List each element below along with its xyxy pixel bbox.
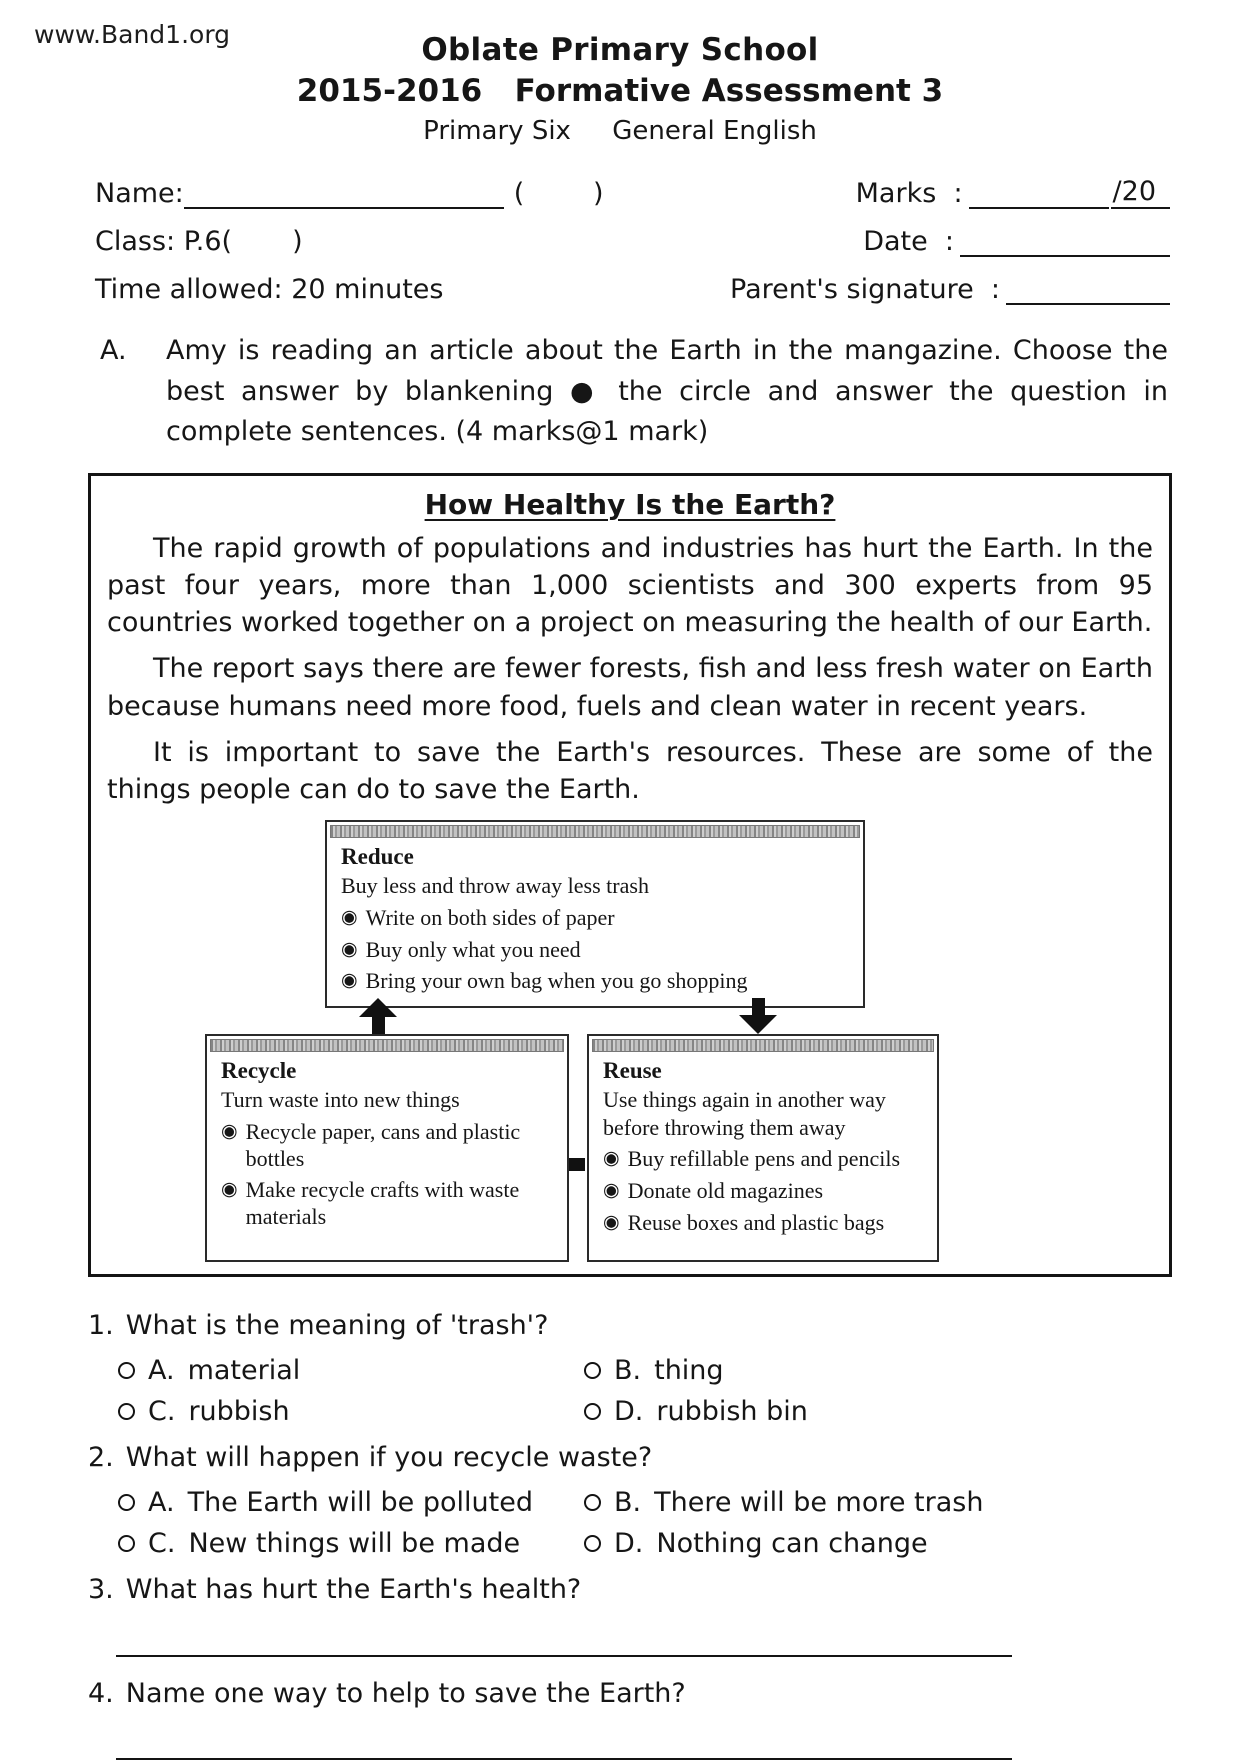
answer-radio-icon[interactable] <box>584 1494 601 1511</box>
option-d[interactable] <box>584 1528 1162 1559</box>
list-item <box>207 1114 567 1173</box>
option-label: B. <box>614 1486 642 1518</box>
list-item <box>589 1141 937 1173</box>
option-text: There will be more trash <box>654 1486 984 1518</box>
option-b[interactable] <box>584 1487 1162 1518</box>
option-b[interactable] <box>584 1355 1162 1386</box>
passage-paragraph: The report says there are fewer forests, fish and less fresh water on Earth because humans need more food, fuels and clean water in recent years. <box>107 653 1153 722</box>
name-label: Name: <box>95 178 184 209</box>
option-label: C. <box>148 1527 176 1559</box>
list-item <box>327 900 863 932</box>
bullet-icon: ◉ <box>341 970 358 992</box>
answer-line[interactable] <box>116 1609 1012 1657</box>
option-text: material <box>187 1355 301 1387</box>
date-blank[interactable] <box>960 225 1170 257</box>
list-item-text: Recycle paper, cans and plastic bottles <box>245 1118 521 1171</box>
marks-label: Marks : <box>855 178 963 209</box>
bullet-icon: ◉ <box>341 938 358 960</box>
passage-paragraph: It is important to save the Earth's resources. These are some of the things people can do to save the Earth. <box>107 736 1153 805</box>
assessment-title: 2015-2016 Formative Assessment 3 <box>296 73 944 109</box>
answer-line[interactable] <box>116 1712 1012 1760</box>
answer-radio-icon[interactable] <box>584 1403 601 1420</box>
section-a <box>100 331 1168 453</box>
bullet-icon: ◉ <box>603 1211 620 1233</box>
class-subject-line: Primary Six General English <box>423 116 817 146</box>
question-text: Name one way to help to save the Earth? <box>125 1677 686 1709</box>
bullet-icon: ◉ <box>341 906 358 928</box>
bullet-icon: ◉ <box>603 1180 620 1202</box>
option-text: thing <box>654 1355 724 1387</box>
shaded-strip <box>592 1039 934 1052</box>
list-item <box>589 1205 937 1237</box>
list-item <box>327 932 863 964</box>
option-d[interactable] <box>584 1396 1162 1427</box>
answer-radio-icon[interactable] <box>118 1403 135 1420</box>
question-number: 1. <box>88 1310 114 1342</box>
recycle-title: Recycle <box>221 1058 297 1084</box>
question-1 <box>88 1307 1162 1427</box>
recycle-box <box>205 1034 569 1262</box>
questions-section <box>88 1307 1162 1760</box>
list-item <box>207 1172 567 1231</box>
reading-passage-box <box>88 473 1172 1278</box>
reduce-subtitle: Buy less and throw away less trash <box>341 873 649 899</box>
name-class-number-paren: ( ) <box>513 178 604 209</box>
option-a[interactable] <box>118 1487 584 1518</box>
list-item-text: Write on both sides of paper <box>365 904 615 930</box>
up-arrow-icon <box>359 998 397 1034</box>
answer-radio-icon[interactable] <box>584 1535 601 1552</box>
question-3 <box>88 1571 1162 1657</box>
question-text: What has hurt the Earth's health? <box>125 1573 582 1605</box>
time-allowed-label: Time allowed: 20 minutes <box>95 274 444 305</box>
list-item-text: Buy refillable pens and pencils <box>627 1146 901 1172</box>
marks-total: /20 <box>1111 176 1170 209</box>
bullet-icon: ◉ <box>221 1179 238 1201</box>
passage-title: How Healthy Is the Earth? <box>424 487 836 521</box>
option-text: Nothing can change <box>656 1527 928 1559</box>
list-item-text: Reuse boxes and plastic bags <box>627 1209 885 1235</box>
section-a-label: A. <box>100 335 127 366</box>
class-label: Class: P.6( ) <box>95 226 303 257</box>
reuse-title: Reuse <box>603 1058 662 1084</box>
bullet-icon: ◉ <box>221 1120 238 1142</box>
list-item <box>589 1173 937 1205</box>
option-c[interactable] <box>118 1396 584 1427</box>
option-label: D. <box>614 1527 644 1559</box>
answer-radio-icon[interactable] <box>118 1535 135 1552</box>
option-text: rubbish <box>188 1396 290 1428</box>
recycle-subtitle: Turn waste into new things <box>221 1087 460 1113</box>
shaded-strip <box>210 1039 564 1052</box>
option-label: C. <box>148 1396 176 1428</box>
parent-signature-label: Parent's signature : <box>730 274 1000 305</box>
answer-radio-icon[interactable] <box>118 1494 135 1511</box>
list-item <box>327 963 863 995</box>
option-label: B. <box>614 1355 642 1387</box>
student-info-block <box>95 176 1170 305</box>
site-watermark: www.Band1.org <box>34 20 231 49</box>
question-4 <box>88 1675 1162 1760</box>
school-name: Oblate Primary School <box>421 32 819 68</box>
shaded-strip <box>330 825 860 838</box>
bullet-icon: ◉ <box>603 1148 620 1170</box>
three-r-diagram <box>107 820 1153 1266</box>
name-blank[interactable] <box>184 177 504 209</box>
list-item-text: Make recycle crafts with waste materials <box>245 1177 520 1230</box>
down-arrow-icon <box>739 998 777 1034</box>
date-label: Date : <box>863 226 954 257</box>
option-text: New things will be made <box>188 1527 521 1559</box>
passage-paragraph: The rapid growth of populations and industries has hurt the Earth. In the past four years, more than 1,000 scientists and 300 experts from 95 countries worked together on a project on measuring the health of our Earth. <box>107 532 1153 638</box>
reduce-title: Reduce <box>341 844 414 870</box>
parent-signature-blank[interactable] <box>1006 273 1170 305</box>
question-number: 3. <box>88 1573 114 1605</box>
question-2 <box>88 1439 1162 1559</box>
question-text: What is the meaning of 'trash'? <box>125 1310 549 1342</box>
list-item-text: Bring your own bag when you go shopping <box>365 968 748 994</box>
section-a-instructions: Amy is reading an article about the Earth in the mangazine. Choose the best answer by blankening ● the circle and answer the question in complete sentences. (4 marks@1 mark) <box>166 335 1168 447</box>
list-item-text: Donate old magazines <box>627 1178 824 1204</box>
answer-radio-icon[interactable] <box>118 1362 135 1379</box>
option-label: A. <box>148 1355 175 1387</box>
option-text: rubbish bin <box>656 1396 808 1428</box>
option-text: The Earth will be polluted <box>187 1486 533 1518</box>
answer-radio-icon[interactable] <box>584 1362 601 1379</box>
question-number: 2. <box>88 1442 114 1474</box>
option-label: A. <box>148 1486 175 1518</box>
option-label: D. <box>614 1396 644 1428</box>
option-c[interactable] <box>118 1528 584 1559</box>
reuse-subtitle: Use things again in another way before throwing them away <box>603 1087 886 1140</box>
reduce-box <box>325 820 865 1008</box>
question-text: What will happen if you recycle waste? <box>125 1442 653 1474</box>
list-item-text: Buy only what you need <box>365 936 581 962</box>
marks-blank[interactable] <box>969 177 1109 209</box>
question-number: 4. <box>88 1677 114 1709</box>
option-a[interactable] <box>118 1355 584 1386</box>
reuse-box <box>587 1034 939 1262</box>
